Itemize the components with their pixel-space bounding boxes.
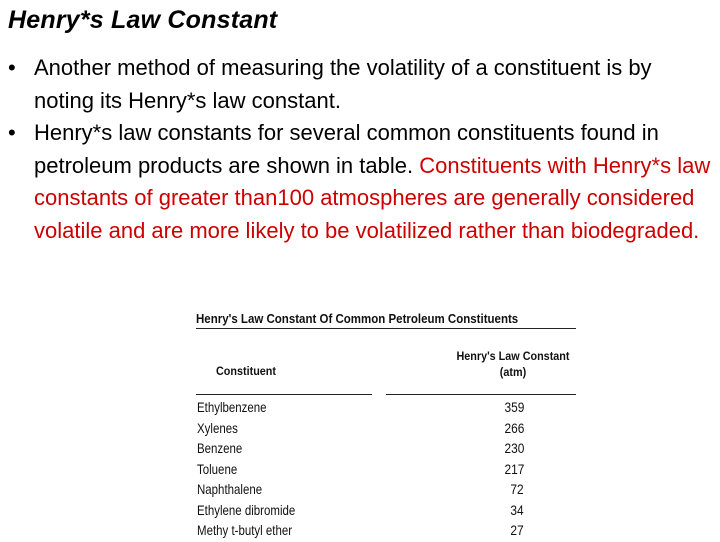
bullet-marker: • bbox=[8, 55, 16, 80]
bullet-text: Henry*s law constants for several common constituents found in petroleum products are shown in table. bbox=[34, 120, 659, 178]
constituent-name: Toluene bbox=[197, 460, 238, 477]
bullet-list bbox=[8, 52, 714, 247]
table-row bbox=[196, 398, 576, 419]
bullet-item bbox=[8, 117, 714, 247]
bullet-highlight-text: Constituents with Henry*s law constants of greater than100 atmospheres are generally considered volatile and are more likely to be volatilized rather than biodegraded. bbox=[34, 152, 711, 243]
table-row bbox=[196, 419, 576, 440]
header-rule-right bbox=[386, 394, 576, 395]
table-row bbox=[196, 460, 576, 481]
page-title: Henry*s Law Constant bbox=[8, 6, 278, 34]
table-title-rule bbox=[196, 328, 576, 329]
henry-constant-value: 34 bbox=[510, 501, 524, 518]
table-row bbox=[196, 501, 576, 522]
table-body bbox=[196, 398, 576, 542]
bullet-item bbox=[8, 52, 714, 117]
column-header-constituent: Constituent bbox=[216, 364, 276, 378]
table-row bbox=[196, 439, 576, 460]
table-row bbox=[196, 521, 576, 542]
henry-constant-value: 359 bbox=[504, 399, 524, 415]
henry-constant-value: 27 bbox=[510, 522, 524, 538]
table-title: Henry's Law Constant Of Common Petroleum Constituents bbox=[196, 312, 519, 326]
constituent-name: Naphthalene bbox=[197, 481, 263, 497]
constituent-name: Ethylbenzene bbox=[197, 399, 267, 415]
header-rule-left bbox=[196, 394, 372, 395]
table-row bbox=[196, 480, 576, 501]
bullet-marker: • bbox=[8, 120, 16, 145]
constituent-name: Benzene bbox=[197, 440, 243, 456]
column-header-constant-line1: Henry's Law Constant bbox=[456, 349, 570, 363]
column-header-constant bbox=[451, 348, 575, 380]
henry-constant-value: 266 bbox=[504, 419, 524, 436]
constituent-name: Ethylene dibromide bbox=[197, 501, 296, 518]
column-header-constant-unit: (atm) bbox=[499, 365, 527, 379]
constituent-name: Methy t-butyl ether bbox=[197, 522, 293, 538]
constituent-name: Xylenes bbox=[197, 419, 238, 436]
henry-constant-value: 72 bbox=[510, 481, 524, 497]
henry-constant-value: 230 bbox=[504, 440, 524, 456]
henry-constant-value: 217 bbox=[504, 460, 524, 477]
bullet-text: Another method of measuring the volatility of a constituent is by noting its Henry*s law constant. bbox=[34, 55, 652, 113]
henry-constant-table bbox=[196, 312, 576, 538]
